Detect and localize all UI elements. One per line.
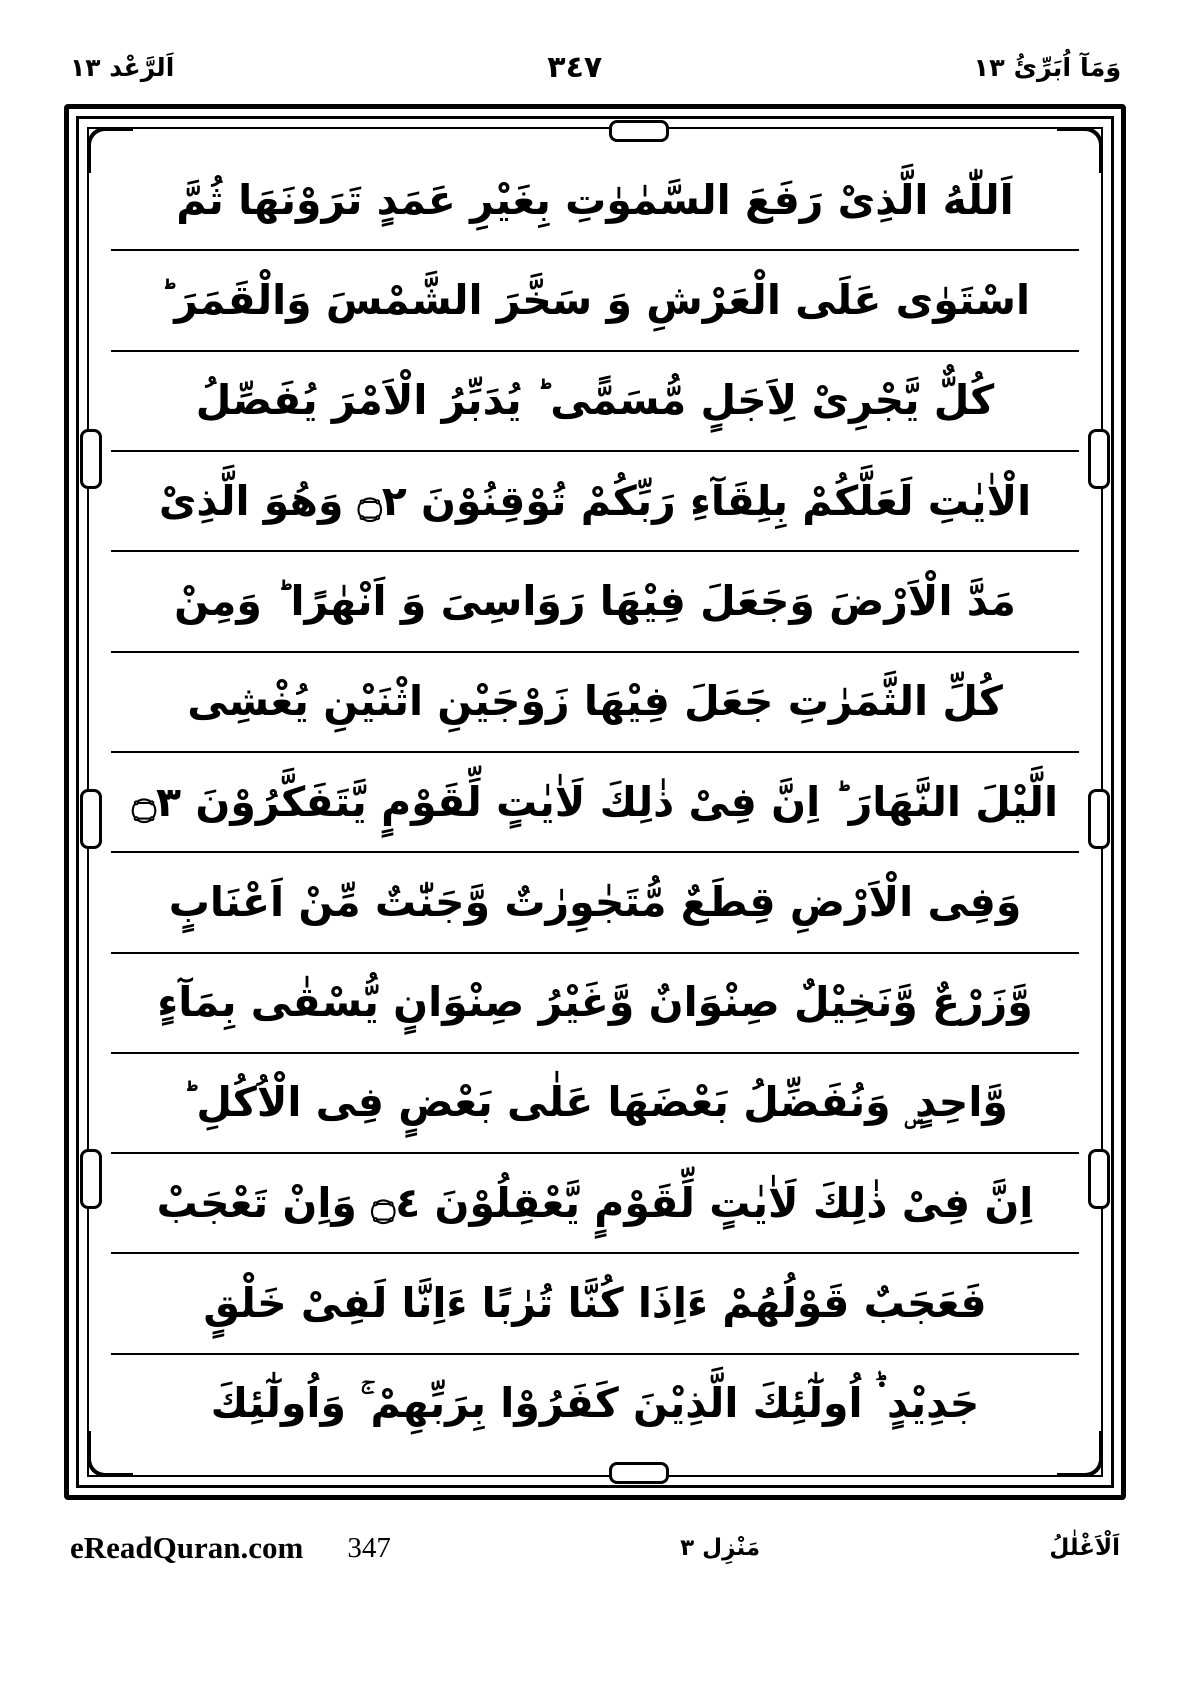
quran-text-block [111, 151, 1079, 1453]
footer-page-number: 347 [347, 1531, 391, 1564]
quran-line-text: الَّيْلَ النَّهَارَ ؕ اِنَّ فِىْ ذٰلِكَ لَاٰيٰتٍ لِّقَوْمٍ يَّتَفَكَّرُوْنَ ۝٣ [132, 777, 1058, 826]
quran-line [111, 552, 1079, 652]
quran-line [111, 753, 1079, 853]
quran-line [111, 1254, 1079, 1354]
page-border-middle [76, 116, 1114, 1488]
quran-line-text: كُلٌّ يَّجْرِىْ لِاَجَلٍ مُّسَمًّى ؕ يُدَبِّرُ الْاَمْرَ يُفَصِّلُ [195, 376, 995, 425]
quran-line-text: فَعَجَبٌ قَوْلُهُمْ ءَاِذَا كُنَّا تُرٰبًا ءَاِنَّا لَفِىْ خَلْقٍ [203, 1279, 987, 1328]
quran-line [111, 853, 1079, 953]
quran-line-text: كُلِّ الثَّمَرٰتِ جَعَلَ فِيْهَا زَوْجَيْنِ اثْنَيْنِ يُغْشِى [187, 677, 1003, 726]
quran-line-text: اِنَّ فِىْ ذٰلِكَ لَاٰيٰتٍ لِّقَوْمٍ يَّعْقِلُوْنَ ۝٤ وَاِنْ تَعْجَبْ [156, 1178, 1034, 1227]
quran-line [111, 1054, 1079, 1154]
side-ornament-right-bottom [1088, 1149, 1110, 1209]
quran-line [111, 352, 1079, 452]
page-border-outer [64, 104, 1126, 1500]
quran-line-text: جَدِيْدٍ ۬ؕ اُولٰٓئِكَ الَّذِيْنَ كَفَرُوْا بِرَبِّهِمْ ۚ وَاُولٰٓئِكَ [210, 1379, 980, 1428]
quran-line-text: وَّزَرْعٌ وَّنَخِيْلٌ صِنْوَانٌ وَّغَيْرُ صِنْوَانٍ يُّسْقٰى بِمَآءٍ [157, 978, 1033, 1027]
quran-line-text: اسْتَوٰى عَلَى الْعَرْشِ وَ سَخَّرَ الشَّمْسَ وَالْقَمَرَ ؕ [159, 275, 1031, 324]
side-ornament-right-top [1088, 429, 1110, 489]
quran-line [111, 653, 1079, 753]
quran-line-text: وَفِى الْاَرْضِ قِطَعٌ مُّتَجٰوِرٰتٌ وَّجَنّٰتٌ مِّنْ اَعْنَابٍ [168, 877, 1022, 926]
side-ornament-top-center [609, 120, 669, 142]
page-footer [70, 1524, 1120, 1572]
footer-brand-group [70, 1530, 391, 1566]
quran-line [111, 452, 1079, 552]
footer-brand-link[interactable]: eReadQuran.com [70, 1530, 304, 1565]
header-page-number-arabic: ٣٤٧ [547, 49, 603, 85]
quran-line-text: الْاٰيٰتِ لَعَلَّكُمْ بِلِقَآءِ رَبِّكُمْ تُوْقِنُوْنَ ۝٢ وَهُوَ الَّذِىْ [158, 476, 1032, 525]
header-surah-label: اَلرَّعْد ١٣ [70, 52, 175, 82]
side-ornament-left-top [80, 429, 102, 489]
quran-line-text: وَّاحِدٍ ۣ وَنُفَضِّلُ بَعْضَهَا عَلٰى بَعْضٍ فِى الْاُكُلِ ؕ [182, 1078, 1008, 1127]
quran-line-text: اَللّٰهُ الَّذِىْ رَفَعَ السَّمٰوٰتِ بِغَيْرِ عَمَدٍ تَرَوْنَهَا ثُمَّ [176, 175, 1014, 224]
page-header [70, 44, 1120, 90]
quran-line-text: مَدَّ الْاَرْضَ وَجَعَلَ فِيْهَا رَوَاسِىَ وَ اَنْهٰرًا ؕ وَمِنْ [174, 576, 1016, 625]
side-ornament-left-middle [80, 789, 102, 849]
quran-line [111, 1355, 1079, 1453]
side-ornament-right-middle [1088, 789, 1110, 849]
footer-ruku-label: اَلْاَغْلٰلُ [1049, 1535, 1120, 1561]
header-juz-label: وَمَآ اُبَرِّئُ ١٣ [973, 52, 1122, 82]
quran-line [111, 151, 1079, 251]
footer-manzil-label: مَنْزِل ٣ [680, 1535, 761, 1561]
side-ornament-left-bottom [80, 1149, 102, 1209]
page-border-inner [87, 127, 1103, 1477]
quran-line [111, 251, 1079, 351]
side-ornament-bottom-center [609, 1462, 669, 1484]
quran-line [111, 954, 1079, 1054]
quran-line [111, 1154, 1079, 1254]
